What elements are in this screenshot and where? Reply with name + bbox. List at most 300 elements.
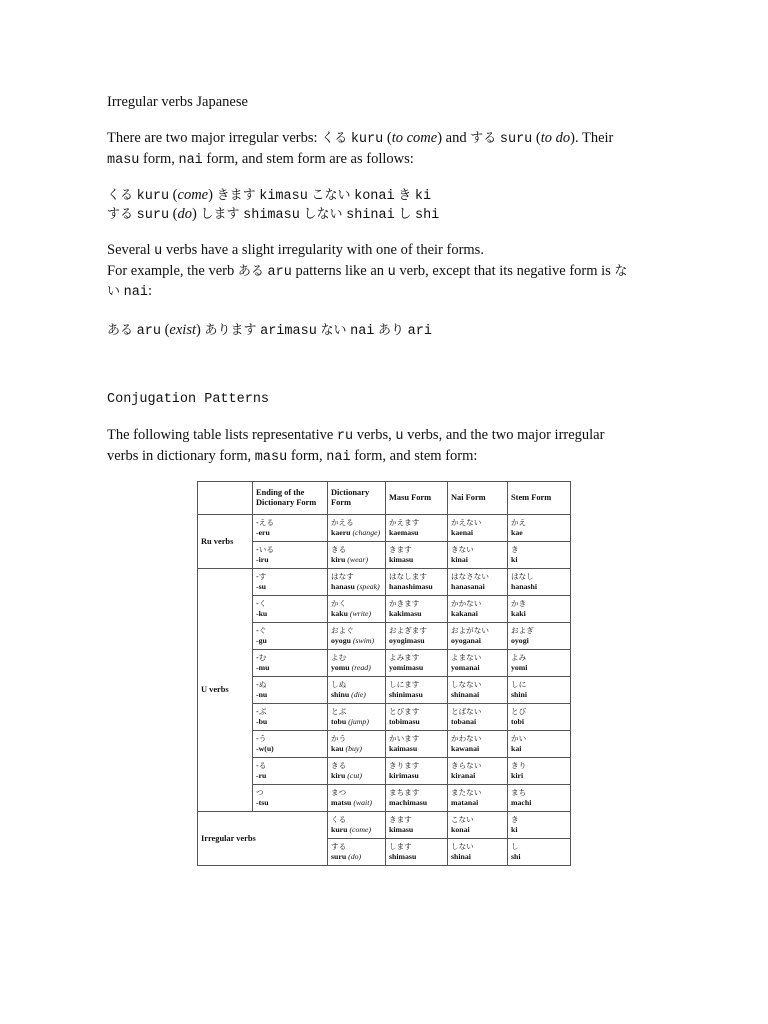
nai-term: nai [326, 450, 351, 465]
intro-line-1: There are two major irregular verbs: くる kuru (to come) and する suru (to do). Their [107, 130, 614, 147]
nai-kana: しない [303, 207, 343, 222]
suru-kana: する [470, 131, 497, 146]
stem-cell-kana: とび [511, 707, 527, 716]
table-body [198, 515, 571, 866]
masu-cell-kana: します [389, 842, 412, 851]
stem-cell-kana: はなし [511, 572, 534, 581]
dictionary-cell [328, 623, 386, 650]
dictionary-cell-gloss: (read) [351, 663, 371, 672]
nai-cell-kana: とばない [451, 707, 482, 716]
nai-cell-romaji: kaenai [451, 528, 474, 537]
masu-cell [386, 569, 448, 596]
verbs-text: verbs, [353, 427, 396, 443]
stem-kana: あり [378, 323, 405, 338]
dictionary-cell-kana: まつ [331, 788, 347, 797]
kuru-kana: くる [321, 131, 348, 146]
irregular-line-kuru: くる kuru (come) きます kimasu こない konai き ki [107, 187, 432, 204]
stem-cell [508, 785, 571, 812]
masu-cell-kana: きります [389, 761, 420, 770]
masu-cell [386, 704, 448, 731]
masu-cell-romaji: machimasu [389, 798, 428, 807]
dictionary-cell-romaji: yomu [331, 663, 350, 672]
stem-kana: き [398, 188, 412, 203]
stem-kana: し [398, 207, 412, 222]
table-intro-line-1 [107, 425, 604, 447]
to-do-gloss: to do [540, 130, 571, 146]
intro-line-2 [107, 149, 414, 171]
dictionary-cell-gloss: (jump) [348, 717, 369, 726]
dictionary-cell-romaji: kau [331, 744, 344, 753]
and-text: and [442, 130, 471, 146]
dictionary-cell-gloss: (speak) [356, 582, 380, 591]
stem-cell-romaji: kaki [511, 609, 526, 618]
stem-cell [508, 731, 571, 758]
table-row [198, 704, 571, 731]
aru-kana: ある [237, 264, 264, 279]
stem-cell-kana: き [511, 545, 519, 554]
dictionary-cell-romaji: kaku [331, 609, 348, 618]
kuru-romaji: kuru [350, 132, 384, 147]
masu-cell-kana: まちます [389, 788, 420, 797]
kana: ある [107, 323, 134, 338]
nai-cell-kana: よまない [451, 653, 482, 662]
masu-cell-kana: きます [389, 815, 412, 824]
nai-cell-kana: またない [451, 788, 482, 797]
masu-cell-kana: しにます [389, 680, 420, 689]
dictionary-cell-kana: きる [331, 545, 347, 554]
dictionary-cell [328, 812, 386, 839]
ending-cell [253, 758, 328, 785]
table-row [198, 812, 571, 839]
example-mid-text: patterns like an [291, 263, 388, 279]
masu-cell-romaji: hanashimasu [389, 582, 433, 591]
dictionary-cell [328, 596, 386, 623]
dictionary-cell [328, 542, 386, 569]
group-label-irregular [198, 812, 328, 866]
header-dictionary: Dictionary Form [328, 482, 386, 515]
table-row [198, 596, 571, 623]
dictionary-cell-kana: およぐ [331, 626, 354, 635]
aru-line: ある aru (exist) あります arimasu ない nai あり ari [107, 322, 432, 339]
ending-cell-kana: -う [256, 734, 267, 743]
masu-cell-kana: きます [389, 545, 412, 554]
dictionary-cell-romaji: kiru [331, 555, 346, 564]
dictionary-cell-romaji: shinu [331, 690, 350, 699]
stem-cell-kana: かい [511, 734, 527, 743]
kana: くる [107, 188, 134, 203]
gloss: do [177, 206, 193, 222]
table-row [198, 677, 571, 704]
form-text: form, [139, 151, 179, 167]
stem-cell-kana: き [511, 815, 519, 824]
stem-cell-romaji: hanashi [511, 582, 538, 591]
group-label-text: Irregular verbs [201, 833, 256, 843]
nai-romaji: nai [350, 324, 375, 339]
example-line-1 [107, 261, 627, 283]
stem-cell-kana: およぎ [511, 626, 534, 635]
masu-cell [386, 650, 448, 677]
example-text: For example, the verb [107, 263, 238, 279]
stem-cell [508, 839, 571, 866]
masu-cell [386, 515, 448, 542]
dictionary-cell [328, 731, 386, 758]
dictionary-cell-kana: くる [331, 815, 347, 824]
masu-cell-kana: よみます [389, 653, 420, 662]
ending-cell-romaji: -gu [256, 636, 267, 645]
dictionary-cell-kana: よむ [331, 653, 347, 662]
dictionary-cell-gloss: (buy) [345, 744, 362, 753]
romaji: aru [136, 324, 161, 339]
dictionary-cell-kana: かう [331, 734, 347, 743]
nai-cell [448, 704, 508, 731]
ru-term: ru [336, 429, 354, 444]
stem-cell [508, 623, 571, 650]
dictionary-cell-romaji: suru [331, 852, 347, 861]
masu-kana: します [200, 207, 240, 222]
stem-cell-romaji: tobi [511, 717, 524, 726]
dictionary-cell [328, 677, 386, 704]
gloss: exist [169, 322, 196, 338]
dictionary-cell-gloss: (wear) [347, 555, 369, 564]
nai-cell-kana: かえない [451, 518, 482, 527]
header-group [198, 482, 253, 515]
dictionary-cell [328, 650, 386, 677]
masu-cell-romaji: tobimasu [389, 717, 420, 726]
masu-cell-kana: かえます [389, 518, 420, 527]
ending-cell-kana: つ [256, 788, 264, 797]
stem-cell-kana: よみ [511, 653, 527, 662]
ending-cell-romaji: -tsu [256, 798, 269, 807]
stem-cell [508, 758, 571, 785]
dictionary-cell [328, 839, 386, 866]
table-intro-end-text: form, and stem form: [350, 448, 478, 464]
masu-cell-romaji: yomimasu [389, 663, 424, 672]
nai-cell [448, 785, 508, 812]
nai-cell [448, 569, 508, 596]
suru-romaji: suru [499, 132, 533, 147]
nai-romaji: konai [354, 189, 395, 204]
ending-cell-romaji: -bu [256, 717, 268, 726]
aru-romaji: aru [267, 265, 292, 280]
their-text: ). Their [570, 130, 614, 146]
ending-cell-romaji: -iru [256, 555, 269, 564]
masu-cell [386, 542, 448, 569]
table-row [198, 650, 571, 677]
ending-cell [253, 542, 328, 569]
masu-cell-romaji: kimasu [389, 555, 414, 564]
romaji: suru [136, 208, 170, 223]
group-label-ru [198, 515, 253, 569]
table-header-row [198, 482, 571, 515]
ending-cell-romaji: -mu [256, 663, 270, 672]
stem-cell-romaji: yomi [511, 663, 528, 672]
nai-cell-kana: こない [451, 815, 474, 824]
stem-cell-romaji: kiri [511, 771, 524, 780]
header-ending: Ending of the Dictionary Form [253, 482, 328, 515]
dictionary-cell-kana: きる [331, 761, 347, 770]
dictionary-cell-gloss: (come) [349, 825, 372, 834]
table-row [198, 515, 571, 542]
dictionary-cell-gloss: (write) [349, 609, 372, 618]
dictionary-cell-romaji: hanasu [331, 582, 355, 591]
several-line [107, 240, 484, 262]
nai-term: nai [178, 153, 203, 168]
intro-end-text: form, and stem form are as follows: [202, 151, 414, 167]
nai-cell-kana: しない [451, 842, 474, 851]
several-text: Several [107, 242, 155, 258]
dictionary-cell-gloss: (cut) [347, 771, 362, 780]
table-intro-text: verbs in dictionary form, [107, 448, 255, 464]
document-title: Irregular verbs Japanese [107, 94, 248, 110]
group-label-u [198, 569, 253, 812]
stem-cell-romaji: ki [511, 555, 518, 564]
table-row [198, 731, 571, 758]
table-row [198, 569, 571, 596]
stem-cell-kana: かき [511, 599, 527, 608]
ending-cell-romaji: -ku [256, 609, 268, 618]
nai-cell [448, 596, 508, 623]
nai-cell-romaji: tobanai [451, 717, 477, 726]
masu-cell [386, 758, 448, 785]
dictionary-cell [328, 758, 386, 785]
ending-cell-kana: -く [256, 599, 267, 608]
nai-cell-romaji: konai [451, 825, 470, 834]
ending-cell-kana: -える [256, 518, 274, 527]
stem-cell-kana: しに [511, 680, 527, 689]
nai-cell-kana: かわない [451, 734, 482, 743]
dictionary-cell [328, 515, 386, 542]
dictionary-cell-kana: する [331, 842, 347, 851]
ending-cell-romaji: -su [256, 582, 266, 591]
group-label-text: Ru verbs [201, 536, 234, 546]
nai-cell-romaji: kakanai [451, 609, 478, 618]
dictionary-cell-romaji: oyogu [331, 636, 351, 645]
dictionary-cell-kana: かく [331, 599, 347, 608]
dictionary-cell-gloss: (swim) [352, 636, 375, 645]
ending-cell-kana: -す [256, 572, 267, 581]
masu-cell-kana: かきます [389, 599, 420, 608]
masu-cell-romaji: shinimasu [389, 690, 423, 699]
ending-cell [253, 704, 328, 731]
masu-cell-romaji: kirimasu [389, 771, 419, 780]
nai-cell [448, 758, 508, 785]
form-text: form, [287, 448, 327, 464]
dictionary-cell-romaji: tobu [331, 717, 347, 726]
ending-cell [253, 785, 328, 812]
dictionary-cell-gloss: (wait) [353, 798, 372, 807]
header-stem: Stem Form [508, 482, 571, 515]
group-label-text: U verbs [201, 685, 229, 694]
dictionary-cell [328, 569, 386, 596]
stem-cell [508, 650, 571, 677]
stem-cell-romaji: ki [511, 825, 518, 834]
ending-cell [253, 623, 328, 650]
ending-cell [253, 650, 328, 677]
nai-kana: ない [320, 323, 347, 338]
ending-cell-kana: -ぐ [256, 626, 267, 635]
nai-cell [448, 812, 508, 839]
nai-cell [448, 839, 508, 866]
nai-cell-romaji: hanasanai [451, 582, 485, 591]
stem-cell [508, 677, 571, 704]
ending-cell-romaji: -nu [256, 690, 268, 699]
nai-cell-kana: きない [451, 545, 474, 554]
nai-cell [448, 623, 508, 650]
nai-cell-kana: きらない [451, 761, 482, 770]
stem-cell-romaji: shi [511, 852, 521, 861]
masu-kana: あります [204, 323, 257, 338]
i-kana: い [107, 284, 121, 299]
masu-kana: きます [216, 188, 256, 203]
masu-cell-romaji: kaemasu [389, 528, 419, 537]
ending-cell [253, 515, 328, 542]
masu-cell-romaji: kaimasu [389, 744, 418, 753]
intro-text: There are two major irregular verbs: [107, 130, 322, 146]
stem-cell [508, 515, 571, 542]
masu-cell [386, 812, 448, 839]
u-term: u [395, 429, 404, 444]
masu-romaji: arimasu [260, 324, 317, 339]
nai-romaji: shinai [346, 208, 395, 223]
ending-cell [253, 731, 328, 758]
nai-kana: こない [311, 188, 351, 203]
masu-cell-kana: かいます [389, 734, 420, 743]
table-row [198, 623, 571, 650]
nai-cell [448, 542, 508, 569]
nai-cell-kana: かかない [451, 599, 482, 608]
masu-cell-kana: はなします [389, 572, 427, 581]
ending-cell-kana: -む [256, 653, 267, 662]
irregular-line-suru: する suru (do) します shimasu しない shinai し shi [107, 206, 440, 223]
nai-cell [448, 650, 508, 677]
stem-romaji: ari [407, 324, 432, 339]
table-row [198, 785, 571, 812]
nai-cell-romaji: matanai [451, 798, 479, 807]
dictionary-cell-kana: しぬ [331, 680, 347, 689]
masu-cell [386, 785, 448, 812]
nai-cell-romaji: kawanai [451, 744, 480, 753]
ending-cell [253, 677, 328, 704]
nai-cell [448, 515, 508, 542]
ending-cell [253, 569, 328, 596]
stem-cell [508, 542, 571, 569]
example-end-text: verb, except that its negative form is [395, 263, 615, 279]
masu-cell-romaji: kakimasu [389, 609, 422, 618]
ending-cell-kana: -ぶ [256, 707, 267, 716]
u-term: u [154, 244, 163, 259]
several-end-text: verbs have a slight irregularity with one of their forms. [162, 242, 484, 258]
nai-cell [448, 677, 508, 704]
nai-cell-romaji: shinanai [451, 690, 480, 699]
stem-cell-kana: し [511, 842, 519, 851]
nai-cell-kana: およがない [451, 626, 489, 635]
masu-romaji: shimasu [243, 208, 300, 223]
gloss: come [177, 187, 209, 203]
stem-cell-romaji: kai [511, 744, 522, 753]
to-come-gloss: to come [391, 130, 438, 146]
dictionary-cell-gloss: (change) [352, 528, 381, 537]
masu-cell [386, 596, 448, 623]
masu-cell-kana: とびます [389, 707, 420, 716]
masu-cell [386, 731, 448, 758]
masu-cell-romaji: shimasu [389, 852, 417, 861]
section-heading: Conjugation Patterns [107, 392, 270, 407]
masu-cell-romaji: oyogimasu [389, 636, 425, 645]
stem-cell-romaji: oyogi [511, 636, 529, 645]
masu-term: masu [107, 153, 140, 168]
stem-romaji: ki [414, 189, 432, 204]
dictionary-cell-romaji: kiru [331, 771, 346, 780]
dictionary-cell-kana: かえる [331, 518, 354, 527]
stem-cell [508, 704, 571, 731]
colon: : [147, 283, 152, 299]
na-kana: な [614, 264, 628, 279]
masu-romaji: kimasu [259, 189, 308, 204]
table-intro-text: The following table lists representative [107, 427, 337, 443]
u-term: u [387, 265, 396, 280]
dictionary-cell-gloss: (do) [348, 852, 362, 861]
ending-cell-romaji: -eru [256, 528, 270, 537]
nai-term: nai [123, 285, 148, 300]
ending-cell [253, 596, 328, 623]
ending-cell-romaji: -ru [256, 771, 267, 780]
masu-cell-kana: およぎます [389, 626, 427, 635]
table-row [198, 758, 571, 785]
kana: する [107, 207, 134, 222]
ending-cell-kana: -いる [256, 545, 274, 554]
example-line-2 [107, 281, 152, 303]
masu-term: masu [254, 450, 288, 465]
nai-cell-kana: しなない [451, 680, 482, 689]
dictionary-cell [328, 704, 386, 731]
ending-cell-romaji: -w(u) [256, 744, 274, 753]
dictionary-cell-romaji: kuru [331, 825, 348, 834]
stem-cell-romaji: shini [511, 690, 528, 699]
header-nai: Nai Form [448, 482, 508, 515]
stem-cell-romaji: machi [511, 798, 532, 807]
masu-cell [386, 677, 448, 704]
nai-cell-romaji: shinai [451, 852, 471, 861]
stem-cell-kana: きり [511, 761, 527, 770]
dictionary-cell-kana: はなす [331, 572, 354, 581]
nai-cell-romaji: oyoganai [451, 636, 481, 645]
dictionary-cell-kana: とぶ [331, 707, 347, 716]
nai-cell-romaji: kinai [451, 555, 468, 564]
dictionary-cell-romaji: matsu [331, 798, 352, 807]
table-intro-end-text: verbs, and the two major irregular [403, 427, 605, 443]
dictionary-cell-gloss: (die) [351, 690, 366, 699]
stem-cell [508, 596, 571, 623]
masu-cell [386, 839, 448, 866]
nai-cell-kana: はなさない [451, 572, 489, 581]
dictionary-cell [328, 785, 386, 812]
nai-cell-romaji: kiranai [451, 771, 476, 780]
header-masu: Masu Form [386, 482, 448, 515]
nai-cell [448, 731, 508, 758]
stem-cell [508, 812, 571, 839]
stem-cell-kana: まち [511, 788, 527, 797]
stem-cell-romaji: kae [511, 528, 523, 537]
nai-cell-romaji: yomanai [451, 663, 480, 672]
stem-cell [508, 569, 571, 596]
masu-cell-romaji: kimasu [389, 825, 414, 834]
ending-cell-kana: -ぬ [256, 680, 267, 689]
stem-cell-kana: かえ [511, 518, 527, 527]
dictionary-cell-romaji: kaeru [331, 528, 351, 537]
conjugation-table [197, 481, 571, 866]
table-row [198, 542, 571, 569]
stem-romaji: shi [414, 208, 440, 223]
